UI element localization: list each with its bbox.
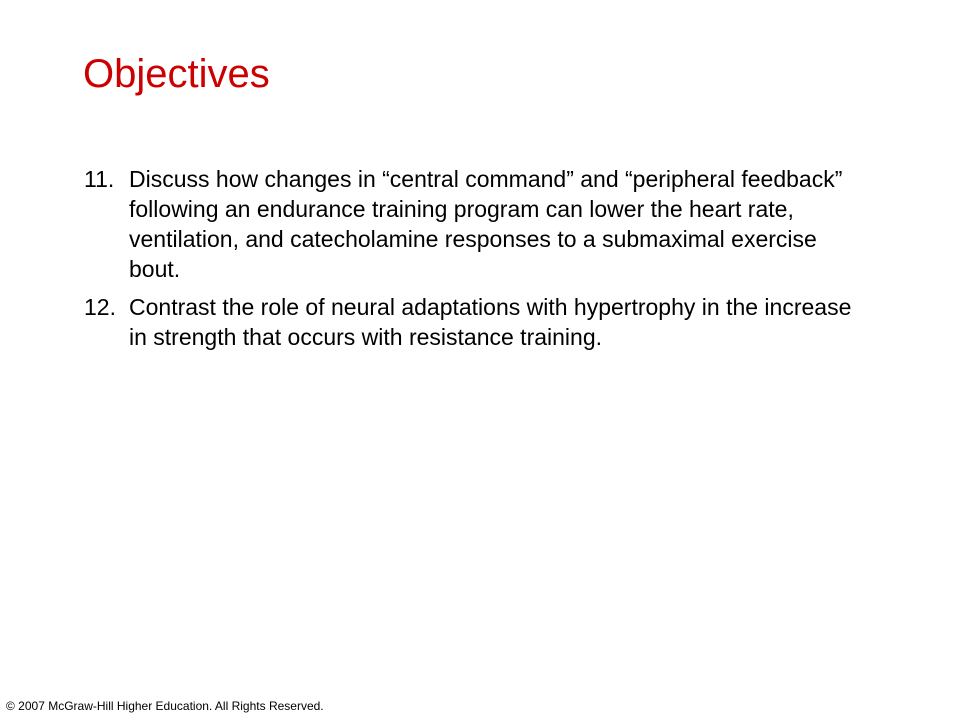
objective-text: Contrast the role of neural adaptations with hypertrophy in the increase in strength that occurs with resistance training. [129,294,852,350]
objective-text: Discuss how changes in “central command” and “peripheral feedback” following an endurance training program can lower the heart rate, ventilation, and catecholamine responses to a submaximal exercise bout. [129,166,843,282]
objective-number: 12. [84,294,116,320]
objective-list [84,164,874,360]
objective-item [84,164,874,284]
objective-item [84,292,874,352]
copyright-notice: © 2007 McGraw-Hill Higher Education. All Rights Reserved. [6,699,324,713]
slide-title: Objectives [83,52,270,96]
objective-number: 11. [84,166,115,192]
